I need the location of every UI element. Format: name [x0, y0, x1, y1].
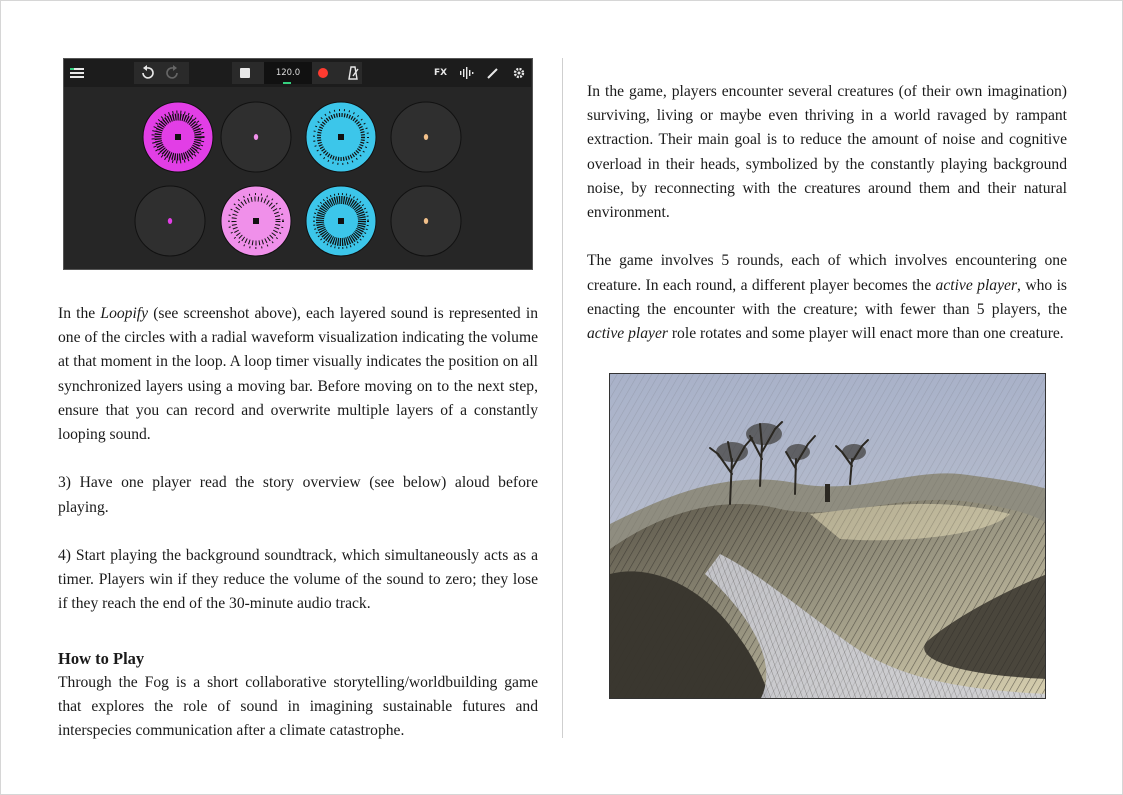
- rounds-text-c: role rotates and some player will enact more than one creature.: [667, 325, 1064, 343]
- menu-icon: [68, 64, 86, 82]
- tempo-indicator: [283, 82, 291, 84]
- undo-icon: [138, 64, 156, 82]
- loopify-screenshot: [63, 58, 533, 270]
- loop-pad-empty-3: [135, 186, 205, 256]
- loop-pads: [64, 87, 531, 269]
- left-column: [58, 302, 538, 743]
- waveform-icon: [457, 64, 475, 82]
- landscape-sketch-image: [609, 373, 1046, 699]
- loop-pad-cyan-2: [306, 186, 376, 256]
- loop-pad-cyan-1: [306, 102, 376, 172]
- column-divider: [562, 58, 563, 738]
- pencil-icon: [484, 64, 502, 82]
- creatures-paragraph: In the game, players encounter several creatures (of their own imagination) surviving, living or maybe even thriving in a world ravaged by rampant extraction. Their main goal is to reduce the amount of noise and cognitive overload in their heads, symbolized by the constantly playing background noise, by reconnecting with the creatures around them and their natural environment.: [587, 83, 1067, 222]
- how-to-play-paragraph: Through the Fog is a short collaborative storytelling/worldbuilding game that explores the role of sound in imagining sustainable futures and interspecies communication after a climate catastrophe.: [58, 673, 538, 740]
- gear-icon: [510, 64, 528, 82]
- loopify-text-rest: (see screenshot above), each layered sound is represented in one of the circles with a radial waveform visualization indicating the volume at that moment in the loop. A loop timer visually indicates the position on all synchronized layers using a moving bar. Before moving on to the next step, ensure that you can record and overwrite multiple layers of a constantly looping sound.: [58, 305, 538, 444]
- fx-label: FX: [434, 68, 448, 78]
- step-4-paragraph: 4) Start playing the background soundtrack, which simultaneously acts as a timer. Players win if they reduce the volume of the sound to zero; they lose if they reach the end of the 30-minute audio track.: [58, 547, 538, 613]
- section-heading: How to Play: [58, 648, 145, 668]
- redo-icon: [164, 64, 182, 82]
- rounds-text-a: The game involves 5 rounds, each of which involves encountering one creature. In each round, a different player becomes the: [587, 252, 1067, 294]
- right-column: [587, 80, 1067, 346]
- loop-pad-magenta-1: [143, 102, 213, 172]
- loop-pad-empty-4: [391, 186, 461, 256]
- stop-icon: [236, 64, 254, 82]
- loop-pad-pink-1: [221, 186, 291, 256]
- loopify-title-italic: Loopify: [100, 305, 149, 322]
- loopify-text-start: In the: [58, 305, 101, 322]
- active-player-italic-2: active player: [587, 325, 668, 343]
- loop-pad-empty-2: [391, 102, 461, 172]
- loopify-toolbar: [64, 59, 531, 87]
- loopify-paragraph: [58, 302, 538, 447]
- metronome-icon: [344, 64, 362, 82]
- active-player-italic-1: active player: [935, 276, 1018, 294]
- loop-pad-empty-1: [221, 102, 291, 172]
- rounds-text-b: , who is enacting the encounter with the creature; with fewer than 5 players, the: [587, 276, 1067, 318]
- record-icon: [314, 64, 332, 82]
- step-3-paragraph: 3) Have one player read the story overview (see below) aloud before playing.: [58, 474, 538, 516]
- rounds-paragraph: [587, 249, 1067, 346]
- tempo-display: 120.0: [264, 62, 312, 84]
